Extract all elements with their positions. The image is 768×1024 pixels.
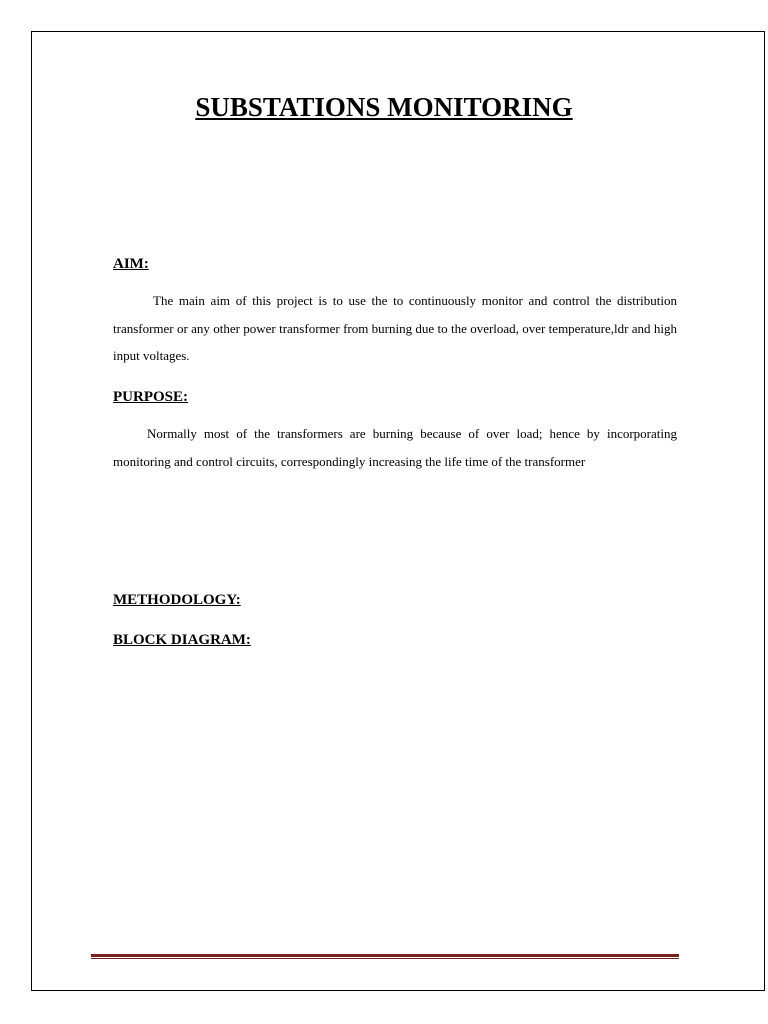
purpose-paragraph: Normally most of the transformers are burning because of over load; hence by incorporating monitoring and control circuits, correspondingly increasing the life time of the transformer [113, 426, 677, 469]
page-border [31, 31, 765, 991]
aim-paragraph: The main aim of this project is to use the to continuously monitor and control the distribution transformer or any other power transformer from burning due to the overload, over temperature,ldr and high input voltages. [113, 293, 677, 363]
footer-rule [91, 954, 679, 959]
block-diagram-heading: BLOCK DIAGRAM: [113, 632, 251, 648]
methodology-heading: METHODOLOGY: [113, 592, 241, 608]
aim-heading: AIM: [113, 256, 149, 272]
page-title: SUBSTATIONS MONITORING [195, 92, 573, 122]
purpose-heading: PURPOSE: [113, 389, 188, 405]
